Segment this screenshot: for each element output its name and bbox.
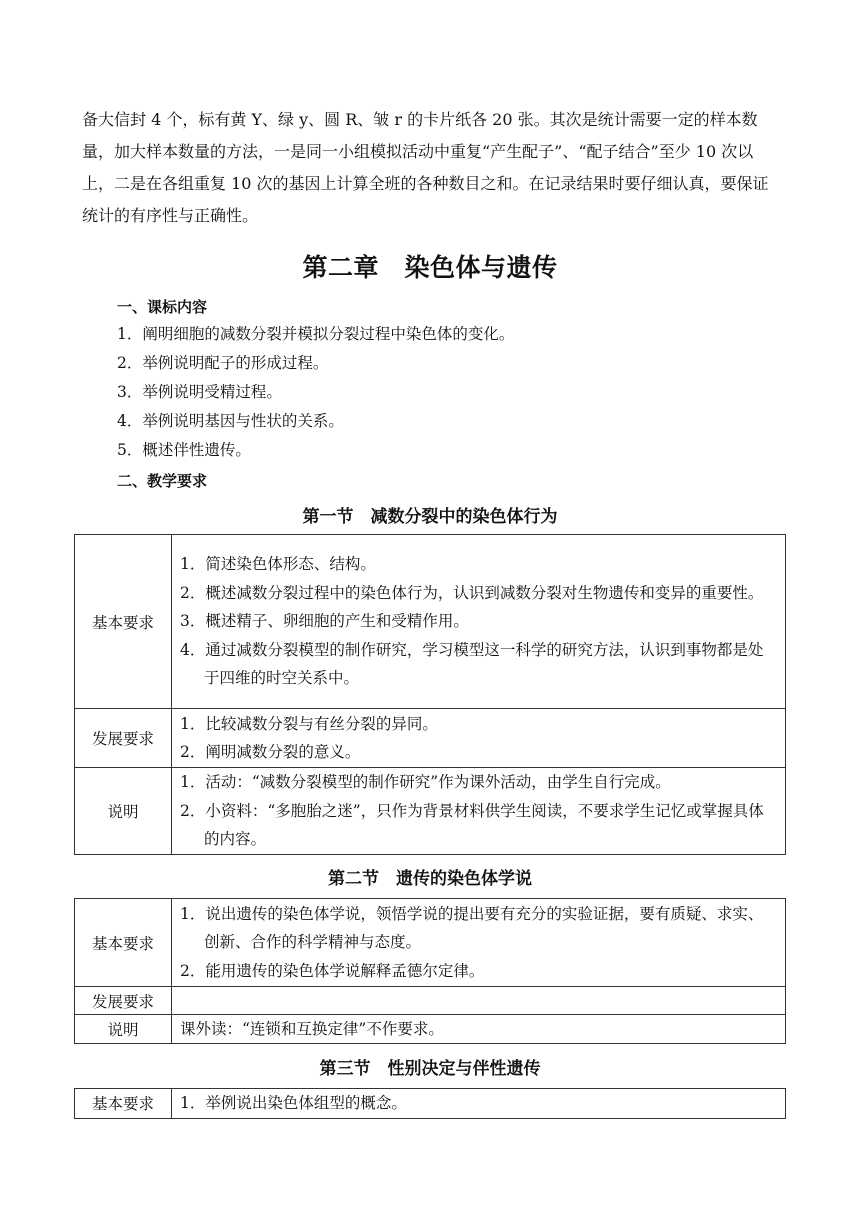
requirement-item: 1．比较减数分裂与有丝分裂的异同。 (180, 714, 438, 733)
row-label: 发展要求 (75, 709, 172, 768)
row-label: 基本要求 (75, 1089, 172, 1119)
table-row (75, 709, 786, 768)
row-label: 说明 (75, 768, 172, 855)
teaching-heading: 二、教学要求 (117, 472, 208, 490)
row-content (172, 709, 786, 768)
requirement-item: 4．通过减数分裂模型的制作研究，学习模型这一科学的研究方法，认识到事物都是处于四维的时空关系中。 (180, 640, 764, 688)
requirements-table (74, 898, 786, 1044)
row-content (172, 768, 786, 855)
row-content (172, 1089, 786, 1119)
curriculum-heading: 一、课标内容 (117, 298, 208, 316)
row-label: 基本要求 (75, 535, 172, 709)
requirement-item: 2．阐明减数分裂的意义。 (180, 743, 361, 761)
table-row (75, 1089, 786, 1119)
list-item: 4．举例说明基因与性状的关系。 (117, 412, 344, 430)
requirement-item: 2．能用遗传的染色体学说解释孟德尔定律。 (180, 961, 485, 980)
requirements-table (74, 1088, 786, 1119)
list-item: 1．阐明细胞的减数分裂并模拟分裂过程中染色体的变化。 (117, 325, 515, 343)
chapter-title: 第二章 染色体与遗传 (302, 253, 558, 282)
table-row (75, 1015, 786, 1044)
table-row (75, 987, 786, 1015)
row-label: 说明 (75, 1015, 172, 1044)
list-item: 5．概述伴性遗传。 (117, 441, 251, 459)
table-row (75, 768, 786, 855)
curriculum-list (117, 320, 514, 465)
table-row (75, 899, 786, 987)
row-label: 发展要求 (75, 987, 172, 1015)
requirement-item: 2．概述减数分裂过程中的染色体行为，认识到减数分裂对生物遗传和变异的重要性。 (180, 583, 764, 602)
row-content (172, 535, 786, 709)
table-row (75, 535, 786, 709)
requirement-item: 3．概述精子、卵细胞的产生和受精作用。 (180, 612, 469, 631)
requirement-item: 1．简述染色体形态、结构。 (180, 555, 376, 574)
requirement-item: 1．说出遗传的染色体学说，领悟学说的提出要有充分的实验证据，要有质疑、求实、创新、合作的科学精神与态度。 (180, 904, 764, 952)
requirements-table (74, 534, 786, 855)
list-item: 3．举例说明受精过程。 (117, 383, 282, 401)
list-item: 2．举例说明配子的形成过程。 (117, 354, 329, 372)
intro-paragraph: 备大信封 4 个，标有黄 Y、绿 y、圆 R、皱 r 的卡片纸各 20 张。其次是统计需要一定的样本数量，加大样本数量的方法，一是同一小组模拟活动中重复“产生配子”、“配子结合”至少 10 次以上，二是在各组重复 10 次的基因上计算全班的各种数目之和。在记录结果时要仔细认真，要保证统计的有序性与正确性。 (82, 110, 769, 225)
requirement-item: 1．举例说出染色体组型的概念。 (180, 1094, 407, 1112)
requirement-item: 1．活动：“减数分裂模型的制作研究”作为课外活动，由学生自行完成。 (180, 773, 671, 792)
section-title: 第三节 性别决定与伴性遗传 (319, 1059, 541, 1079)
requirement-item: 2．小资料：“多胞胎之迷”，只作为背景材料供学生阅读，不要求学生记忆或掌握具体的内容。 (180, 801, 764, 849)
row-content (172, 987, 786, 1015)
row-content (172, 899, 786, 987)
row-content (172, 1015, 786, 1044)
section-title: 第二节 遗传的染色体学说 (328, 869, 532, 889)
section-title: 第一节 减数分裂中的染色体行为 (302, 507, 558, 527)
note-text: 课外读：“连锁和互换定律”不作要求。 (180, 1020, 444, 1038)
row-label: 基本要求 (75, 899, 172, 987)
